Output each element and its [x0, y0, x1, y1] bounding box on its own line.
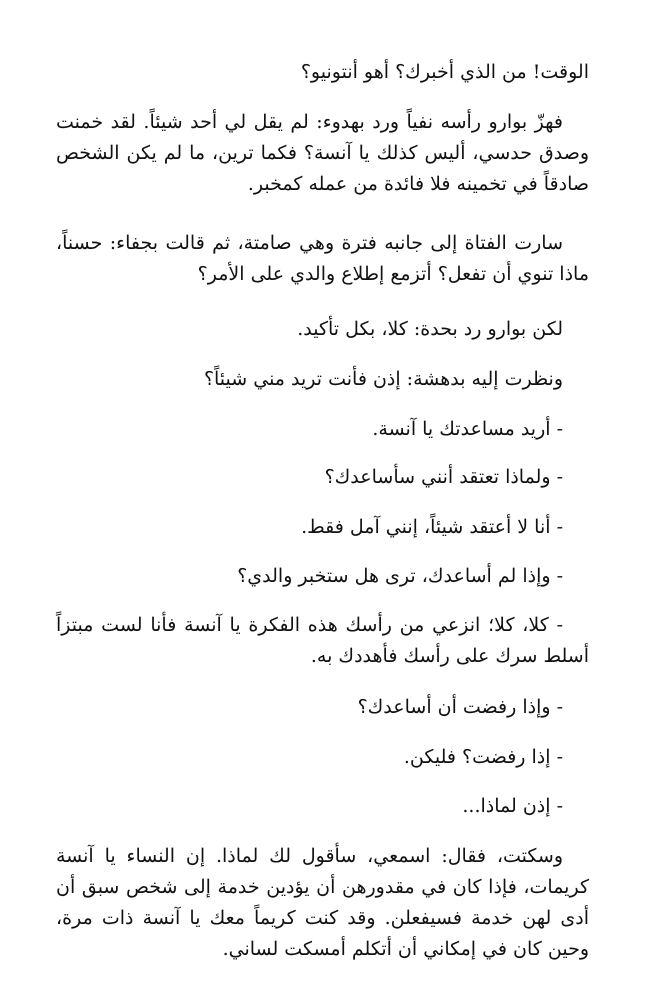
paragraph-1: الوقت! من الذي أخبرك؟ أهو أنتونيو؟: [300, 61, 589, 83]
dialogue-line-4: - وإذا لم أساعدك، ترى هل ستخبر والدي؟: [237, 565, 563, 587]
dialogue-line-5: - كلا، كلا؛ انزعي من رأسك هذه الفكرة يا آنسة فأنا لست مبتزاً أسلط سرك على رأسك فأهددك به.: [56, 614, 589, 667]
dialogue-line-3: - أنا لا أعتقد شيئاً، إنني آمل فقط.: [301, 516, 563, 538]
dialogue-line-7: - إذا رفضت؟ فليكن.: [403, 746, 563, 768]
paragraph-4: لكن بوارو رد بحدة: كلا، بكل تأكيد.: [297, 318, 563, 340]
paragraph-2: فهزّ بوارو رأسه نفياً ورد بهدوء: لم يقل لي أحد شيئاً. لقد خمنت وصدق حدسي، أليس كذلك يا آنسة؟ فكما ترين، ما لم يكن الشخص صادقاً في تخمينه فلا فائدة من عمله كمخبر.: [56, 111, 589, 195]
dialogue-line-8: - إذن لماذا...: [462, 795, 563, 817]
paragraph-3: سارت الفتاة إلى جانبه فترة وهي صامتة، ثم قالت بجفاء: حسناً، ماذا تنوي أن تفعل؟ أتزمع إطلاع والدي على الأمر؟: [56, 232, 589, 285]
dialogue-line-1: - أريد مساعدتك يا آنسة.: [372, 418, 563, 440]
dialogue-line-6: - وإذا رفضت أن أساعدك؟: [357, 696, 563, 718]
dialogue-line-2: - ولماذا تعتقد أنني سأساعدك؟: [324, 466, 563, 488]
paragraph-5: ونظرت إليه بدهشة: إذن فأنت تريد مني شيئاً؟: [203, 368, 563, 390]
paragraph-final: وسكتت، فقال: اسمعي، سأقول لك لماذا. إن النساء يا آنسة كريمات، فإذا كان في مقدورهن أن يؤدين خدمة إلى شخص سبق أن أدى لهن خدمة فسيفعلن. وقد كنت كريماً معك يا آنسة ذات مرة، وحين كان في إمكاني أن أتكلم أمسكت لساني.: [56, 845, 589, 960]
